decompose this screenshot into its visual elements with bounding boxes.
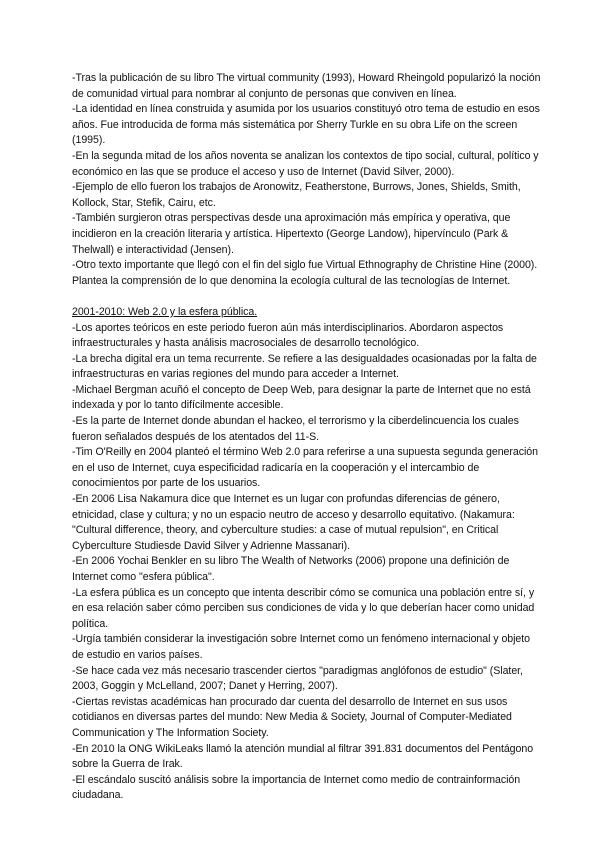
- paragraph-bergman: -Michael Bergman acuñó el concepto de Deep Web, para designar la parte de Internet que no está indexada y por lo tanto difícilmente accesible.: [72, 383, 531, 412]
- document-page: [72, 71, 542, 804]
- paragraph-nakamura: -En 2006 Lisa Nakamura dice que Internet es un lugar con profundas diferencias de género, etnicidad, clase y cultura; y no un espacio neutro de acceso y desarrollo equitativo. (Nakamura: "Cultural difference, theory, and cyberculture studies: a case of mutual repulsion", en Critical Cyberculture Studiesde David Silver y Adrienne Massanari).: [72, 493, 515, 552]
- paragraph-ejemplos: -Ejemplo de ello fueron los trabajos de Aronowitz, Featherstone, Burrows, Jones, Shields, Smith, Kollock, Star, Stefik, Cairu, etc.: [72, 181, 521, 209]
- paragraph-paradigmas: -Se hace cada vez más necesario trascender ciertos "paradigmas anglófonos de estudio" (Slater, 2003, Goggin y McLelland, 2007; Danet y Herring, 2007).: [72, 664, 523, 693]
- paragraph-aportes: -Los aportes teóricos en este periodo fueron aún más interdisciplinarios. Abordaron aspectos infraestructurales y hasta análisis macrosociales de desarrollo tecnológico.: [72, 321, 504, 350]
- paragraph-benkler: -En 2006 Yochai Benkler en su libro The Wealth of Networks (2006) propone una definición de Internet como "esfera pública".: [72, 555, 510, 583]
- paragraph-hackeo: -Es la parte de Internet donde abundan el hackeo, el terrorismo y la ciberdelincuencia los cuales fueron señalados después de los atentados del 11-S.: [72, 415, 519, 443]
- paragraph-identidad: -La identidad en línea construida y asumida por los usuarios constituyó otro tema de estudio en esos años. Fue introducida de forma más sistemática por Sherry Turkle en su obra Life on the screen (1995).: [72, 103, 540, 147]
- paragraph-esfera: -La esfera pública es un concepto que intenta describir cómo se comunica una población entre sí, y en esa relación saber cómo perciben sus condiciones de vida y lo que deberían hacer como unidad política.: [72, 586, 535, 630]
- paragraph-investigacion: -Urgía también considerar la investigación sobre Internet como un fenómeno internacional y objeto de estudio en varios países.: [72, 633, 531, 661]
- section-heading: 2001-2010: Web 2.0 y la esfera pública.: [72, 305, 258, 318]
- paragraph-brecha: -La brecha digital era un tema recurrente. Se refiere a las desigualdades ocasionadas por la falta de infraestructuras en varias regiones del mundo para acceder a Internet.: [72, 352, 537, 381]
- paragraph-escandalo: -El escándalo suscitó análisis sobre la importancia de Internet como medio de contrainformación ciudadana.: [72, 773, 521, 802]
- paragraph-wikileaks: -En 2010 la ONG WikiLeaks llamó la atención mundial al filtrar 391.831 documentos del Pentágono sobre la Guerra de Irak.: [72, 742, 534, 771]
- section-spacer: [72, 289, 542, 305]
- paragraph-perspectivas: -También surgieron otras perspectivas desde una aproximación más empírica y operativa, que incidieron en la creación literaria y artística. Hipertexto (George Landow), hipervínculo (Park & Thelwall) e interactividad (Jensen).: [72, 212, 511, 256]
- paragraph-rheingold: -Tras la publicación de su libro The virtual community (1993), Howard Rheingold popularizó la noción de comunidad virtual para nombrar al conjunto de personas que conviven en línea.: [72, 72, 541, 100]
- paragraph-contextos: -En la segunda mitad de los años noventa se analizan los contextos de tipo social, cultural, político y económico en las que se produce el acceso y uso de Internet (David Silver, 2000).: [72, 149, 539, 178]
- paragraph-oreilly: -Tim O'Reilly en 2004 planteó el término Web 2.0 para referirse a una supuesta segunda generación en el uso de Internet, cuya especificidad radicaría en la cooperación y el intercambio de conocimientos por parte de los usuarios.: [72, 446, 538, 490]
- paragraph-hine: -Otro texto importante que llegó con el fin del siglo fue Virtual Ethnography de Christine Hine (2000). Plantea la comprensión de lo que denomina la ecología cultural de las tecnologías de Internet.: [72, 259, 538, 287]
- paragraph-revistas: -Ciertas revistas académicas han procurado dar cuenta del desarrollo de Internet en sus usos cotidianos en diversas partes del mundo: New Media & Society, Journal of Computer-Mediated Communication y The Information Society.: [72, 695, 512, 739]
